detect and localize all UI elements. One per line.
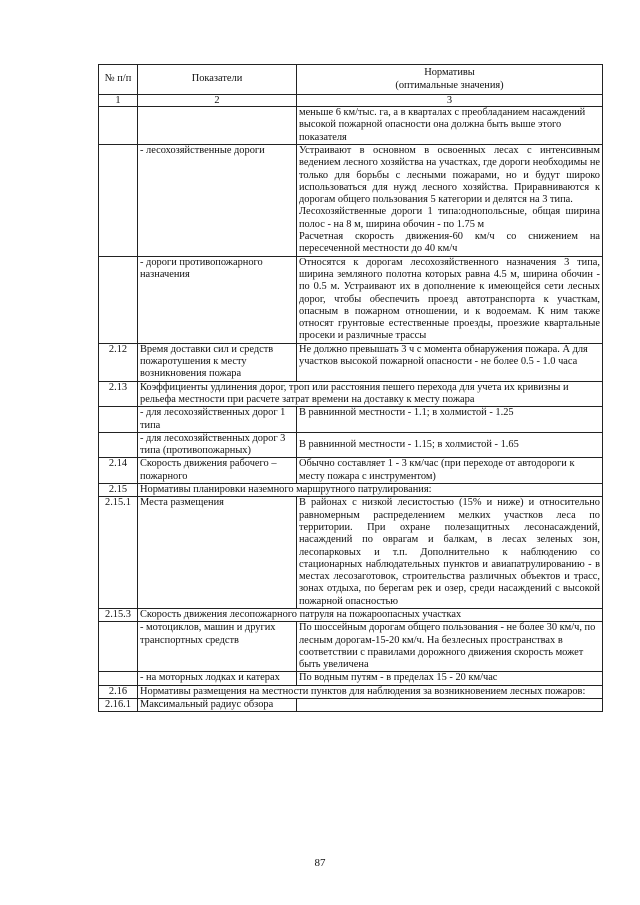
page-number: 87	[314, 857, 326, 869]
row-number: 2.12	[99, 343, 138, 381]
row-number: 2.15	[99, 484, 138, 497]
norm-cell: По шоссейным дорогам общего пользования - не более 30 км/ч, по лесным дорогам-15-20 км/ч. На безлесных пространствах в соответствии с правилами дорожного движения скорость может быть увеличена	[297, 622, 603, 672]
table-row	[99, 699, 603, 712]
header-norms-title: Нормативы	[424, 67, 475, 79]
norm-paragraph: Лесохозяйственные дороги 1 типа:однопольсные, общая ширина полос - на 8 м, ширина обочин - по 1.75 м	[299, 206, 600, 230]
header-norms	[297, 65, 603, 95]
table-row	[99, 145, 603, 257]
column-number: 2	[138, 95, 297, 107]
norms-table	[98, 64, 603, 712]
indicator-cell: - на моторных лодках и катерах	[138, 672, 297, 685]
table-row	[99, 432, 603, 458]
row-number: 2.15.1	[99, 497, 138, 609]
norm-cell	[297, 145, 603, 257]
row-number: 2.15.3	[99, 608, 138, 621]
norm-cell: В равнинной местности - 1.15; в холмистой - 1.65	[297, 432, 603, 458]
table-row	[99, 256, 603, 343]
norm-cell: Обычно составляет 1 - 3 км/час (при переходе от автодороги к месту пожара с инструментом)	[297, 458, 603, 484]
norm-cell: меньше 6 км/тыс. га, а в кварталах с преобладанием насаждений высокой пожарной опасности она должна быть выше этого показателя	[297, 107, 603, 145]
column-number: 1	[99, 95, 138, 107]
row-number: 2.16	[99, 685, 138, 698]
indicator-cell: - дороги противопожарного назначения	[138, 256, 297, 343]
table-row	[99, 407, 603, 433]
table-row	[99, 672, 603, 685]
indicator-cell: Места размещения	[138, 497, 297, 609]
norm-cell: По водным путям - в пределах 15 - 20 км/час	[297, 672, 603, 685]
table-row	[99, 497, 603, 609]
table-row	[99, 381, 603, 407]
table-row	[99, 484, 603, 497]
merged-cell: Коэффициенты удлинения дорог, троп или расстояния пешего перехода для учета их кривизны и рельефа местности при расчете затрат времени на доставку к месту пожара	[138, 381, 603, 407]
table-header-row	[99, 65, 603, 95]
table-row	[99, 685, 603, 698]
table-row	[99, 107, 603, 145]
header-indicators: Показатели	[138, 65, 297, 95]
row-number: 2.14	[99, 458, 138, 484]
norm-cell: В равнинной местности - 1.1; в холмистой - 1.25	[297, 407, 603, 433]
indicator-cell: - мотоциклов, машин и других транспортных средств	[138, 622, 297, 672]
norm-paragraph: Расчетная скорость движения-60 км/ч со снижением на пересеченной местности до 40 км/ч	[299, 231, 600, 255]
indicator-cell: - лесохозяйственные дороги	[138, 145, 297, 257]
indicator-cell: Время доставки сил и средств пожаротушения к месту возникновения пожара	[138, 343, 297, 381]
norm-cell: Относятся к дорогам лесохозяйственного назначения 3 типа, ширина земляного полотна которых равна 4.5 м, ширина обочин - по 0.5 м. Устраивают их в дополнение к имеющейся сети лесных дорог, чтобы обеспечить проезд автотранспорта к участкам, опасным в пожарном отношении, и к водоемам. К ним также относят грунтовые естественные проезды, проезжие квартальные просеки и различные трассы	[297, 256, 603, 343]
table-row	[99, 458, 603, 484]
column-number-row	[99, 95, 603, 107]
header-norms-subtitle: (оптимальные значения)	[395, 79, 504, 91]
row-number: 2.16.1	[99, 699, 138, 712]
indicator-cell: - для лесохозяйственных дорог 3 типа (противопожарных)	[138, 432, 297, 458]
norm-cell: В районах с низкой лесистостью (15% и ниже) и относительно равномерным распределением мелких участков леса по территории. При охране полезащитных лесонасаждений, насаждений по оврагам и балкам, в лесах зеленых зон, лесопарковых и т.п. Дополнительно к наблюдению со стационарных наблюдательных пунктов и авиапатрулированию - в местах лесозаготовок, строительства различных объектов и трасс, зонах отдыха, по берегам рек и озер, среди насаждений с высокой пожарной опасностью	[297, 497, 603, 609]
merged-cell: Скорость движения лесопожарного патруля на пожароопасных участках	[138, 608, 603, 621]
header-number: № п/п	[99, 65, 138, 95]
table-row	[99, 608, 603, 621]
table-row	[99, 622, 603, 672]
row-number: 2.13	[99, 381, 138, 407]
table-row	[99, 343, 603, 381]
norm-paragraph: Устраивают в основном в освоенных лесах с интенсивным ведением лесного хозяйства на участках, где дороги необходимы не только для борьбы с лесными пожарами, но и будут широко использоваться для нужд лесного хозяйства. Приравниваются к дорогам общего пользования 5 категории и делятся на 3 типа.	[299, 145, 600, 206]
indicator-cell: - для лесохозяйственных дорог 1 типа	[138, 407, 297, 433]
norm-cell: Не должно превышать 3 ч с момента обнаружения пожара. А для участков высокой пожарной опасности - не более 0.5 - 1.0 часа	[297, 343, 603, 381]
indicator-cell: Максимальный радиус обзора	[138, 699, 297, 712]
merged-cell: Нормативы планировки наземного маршрутного патрулирования:	[138, 484, 603, 497]
indicator-cell: Скорость движения рабочего – пожарного	[138, 458, 297, 484]
column-number: 3	[297, 95, 603, 107]
merged-cell: Нормативы размещения на местности пунктов для наблюдения за возникновением лесных пожаров:	[138, 685, 603, 698]
